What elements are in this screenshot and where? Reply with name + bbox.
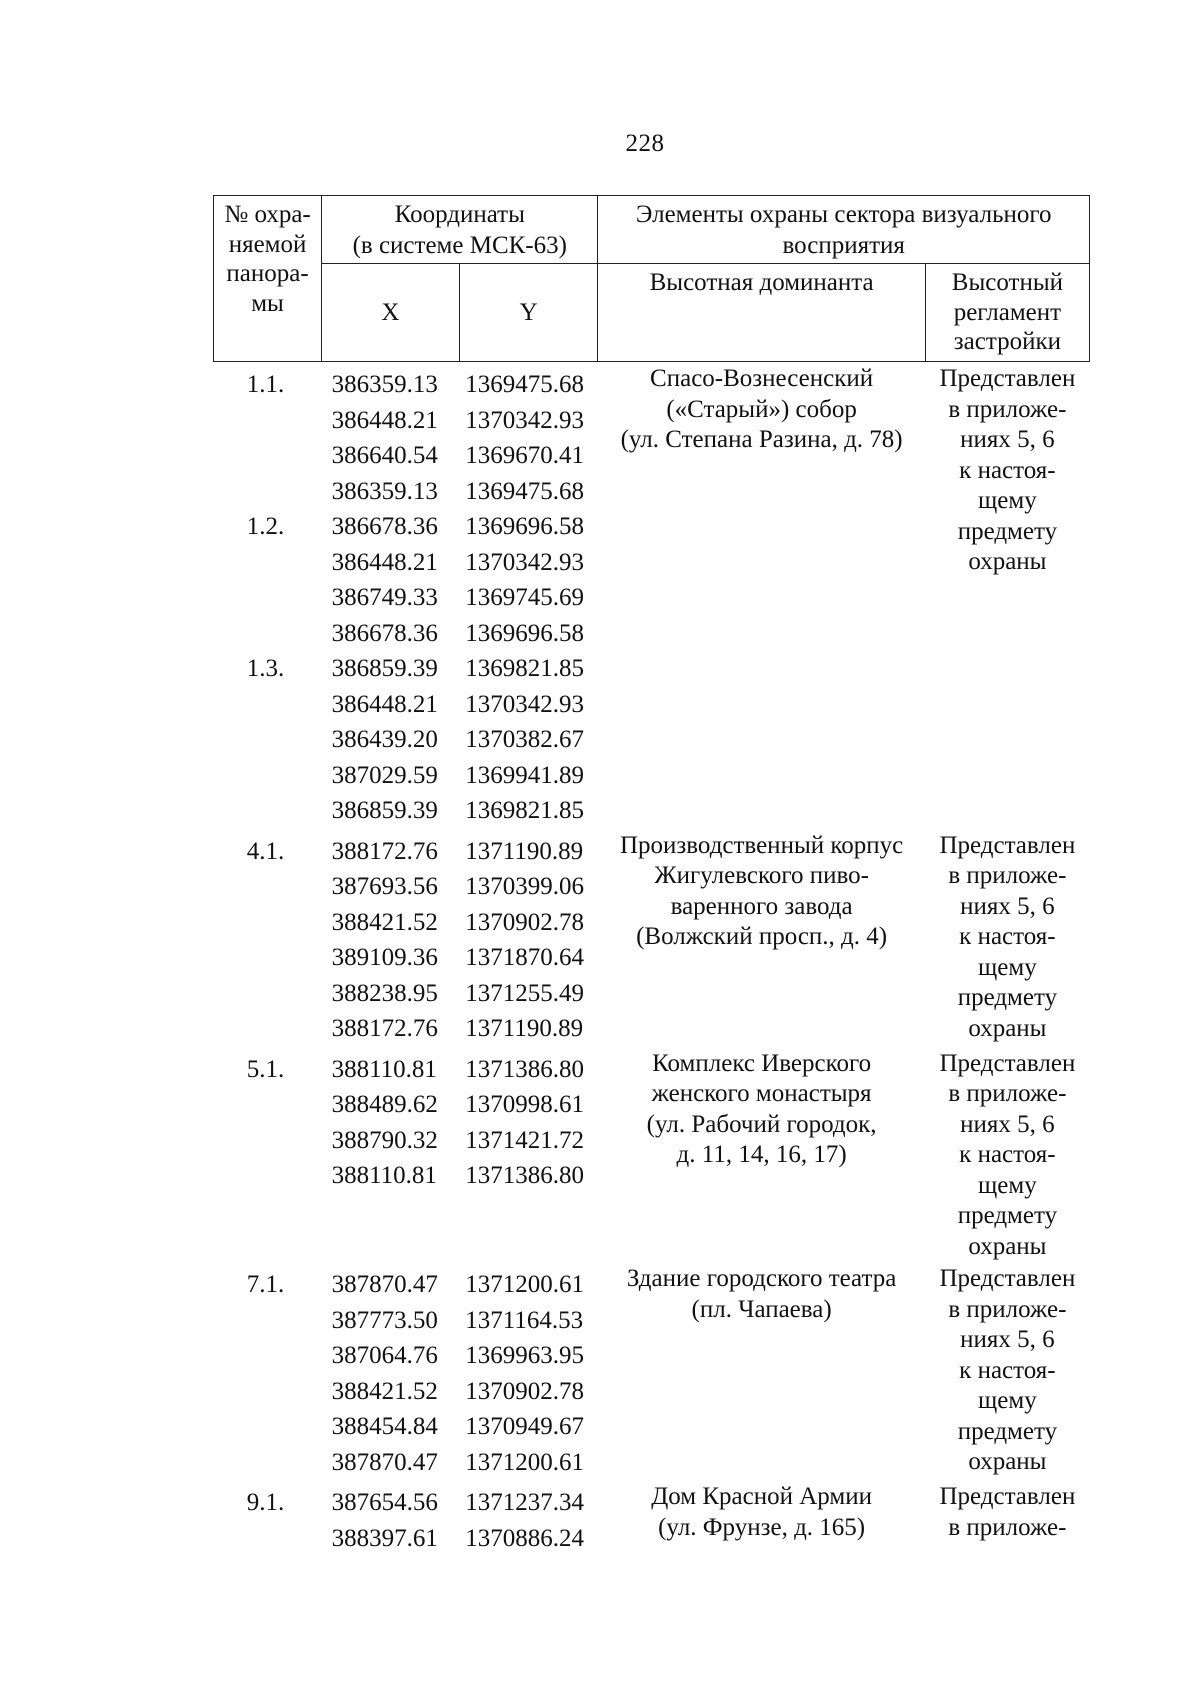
y-coordinate: 1370342.93: [465, 690, 584, 718]
spacer: [214, 976, 318, 1012]
panorama-number: 1.1.: [246, 371, 285, 398]
header-line: няемой: [228, 230, 307, 258]
x-coordinate: 387654.56: [331, 1489, 438, 1516]
regulation-line: в приложе-: [948, 1295, 1067, 1323]
x-coordinate: 388238.95: [331, 979, 438, 1007]
x-coordinate: 386678.36: [331, 513, 438, 540]
regulation-line: предмету: [957, 984, 1058, 1011]
x-coordinates-cell: [322, 1480, 460, 1556]
header-line: Координаты: [394, 201, 525, 228]
dominant-line: Жигулевского пиво-: [654, 862, 869, 889]
x-coordinate: 388489.62: [331, 1091, 438, 1118]
regulation-line: щему: [978, 953, 1037, 981]
dominant-line: Дом Красной Армии: [651, 1483, 872, 1510]
panorama-number-cell: [214, 1480, 322, 1556]
regulation-line: предмету: [957, 1417, 1058, 1445]
panorama-number: 1.2.: [246, 513, 285, 540]
dominant-line: Производственный корпус: [619, 831, 904, 859]
spacer: [214, 793, 318, 829]
y-coordinate: 1370382.67: [465, 726, 584, 753]
x-coordinates-cell: [322, 362, 460, 829]
x-coordinate: 388172.76: [331, 1015, 438, 1042]
y-coordinate: 1371190.89: [465, 1015, 584, 1042]
y-coordinate: 1371386.80: [465, 1055, 584, 1083]
dominant-line: (ул. Рабочий городок,: [646, 1110, 877, 1138]
panorama-number: 9.1.: [246, 1489, 285, 1516]
y-coordinate: 1370886.24: [465, 1524, 584, 1552]
dominant-line: Здание городского театра: [626, 1265, 897, 1292]
y-coordinate: 1370902.78: [465, 1377, 584, 1405]
y-coordinate: 1369696.58: [465, 619, 584, 647]
regulation-line: охраны: [968, 548, 1047, 575]
y-coordinate: 1371421.72: [465, 1126, 584, 1154]
regulation-line: предмету: [957, 1202, 1058, 1229]
spacer: [214, 1158, 318, 1194]
header-line: застройки: [953, 328, 1061, 355]
dominant-line: женского монастыря: [651, 1080, 872, 1107]
x-coordinate: 387029.59: [331, 761, 438, 789]
table-row: [214, 1262, 1090, 1480]
spacer: [214, 545, 318, 581]
spacer: [214, 722, 318, 758]
regulation-line: к настоя-: [959, 923, 1056, 950]
regulation-line: к настоя-: [959, 1141, 1056, 1168]
panorama-number-cell: [214, 362, 322, 829]
x-coordinate: 386859.39: [331, 655, 438, 682]
y-coordinate: 1370998.61: [465, 1091, 584, 1118]
x-coordinate: 387064.76: [331, 1342, 438, 1369]
header-line: мы: [251, 289, 284, 317]
panorama-number-cell: [214, 1262, 322, 1480]
regulation-line: охраны: [968, 1448, 1047, 1475]
regulation-line: щему: [978, 1171, 1037, 1199]
y-coordinate: 1369821.85: [465, 655, 584, 682]
y-coordinate: 1369963.95: [465, 1342, 584, 1369]
spacer: [214, 580, 318, 616]
regulation-line: охраны: [968, 1014, 1047, 1042]
dominant-cell: [598, 1262, 925, 1480]
y-coordinates-cell: [459, 362, 598, 829]
panorama-number: 5.1.: [246, 1055, 285, 1083]
regulation-cell: [925, 1480, 1089, 1556]
y-coordinate: 1371190.89: [465, 837, 584, 865]
spacer: [214, 1123, 318, 1159]
regulation-line: ниях 5, 6: [960, 1326, 1055, 1353]
x-coordinate: 386640.54: [331, 442, 438, 469]
header-line: восприятия: [782, 232, 905, 259]
y-coordinate: 1370342.93: [465, 406, 584, 434]
regulation-cell: [925, 829, 1089, 1047]
header-dominant: Высотная доминанта: [598, 264, 925, 362]
regulation-line: охраны: [968, 1232, 1047, 1260]
regulation-line: в приложе-: [948, 1080, 1067, 1107]
regulation-line: к настоя-: [959, 1356, 1056, 1384]
spacer: [214, 474, 318, 510]
header-panorama-number: [214, 196, 322, 362]
spacer: [214, 905, 318, 941]
spacer: [214, 869, 318, 905]
x-coordinate: 386678.36: [331, 619, 438, 647]
panorama-number: 7.1.: [246, 1271, 285, 1298]
x-coordinate: 389109.36: [331, 944, 438, 971]
spacer: [214, 438, 318, 474]
dominant-line: (ул. Степана Разина, д. 78): [620, 426, 903, 453]
regulation-line: щему: [978, 487, 1037, 514]
regulation-line: в приложе-: [948, 1513, 1067, 1541]
table-body: [214, 362, 1090, 1557]
table-row: [214, 1047, 1090, 1263]
y-coordinate: 1371237.34: [465, 1489, 584, 1516]
y-coordinate: 1369670.41: [465, 442, 584, 469]
spacer: [214, 616, 318, 652]
y-coordinate: 1369821.85: [465, 797, 584, 824]
x-coordinate: 386448.21: [331, 690, 438, 718]
y-coordinate: 1371386.80: [465, 1162, 584, 1189]
y-coordinate: 1371870.64: [465, 944, 584, 971]
spacer: [214, 687, 318, 723]
x-coordinate: 386448.21: [331, 548, 438, 576]
x-coordinates-cell: [322, 1262, 460, 1480]
x-coordinate: 388421.52: [331, 908, 438, 936]
regulation-line: ниях 5, 6: [960, 892, 1055, 920]
dominant-cell: [598, 1047, 925, 1263]
spacer: [214, 1338, 318, 1374]
x-coordinate: 386749.33: [331, 584, 438, 611]
table-row: [214, 1480, 1090, 1556]
table-row: [214, 362, 1090, 829]
x-coordinate: 386448.21: [331, 406, 438, 434]
dominant-cell: [598, 829, 925, 1047]
y-coordinate: 1371200.61: [465, 1448, 584, 1476]
y-coordinates-cell: [459, 1480, 598, 1556]
x-coordinate: 388172.76: [331, 837, 438, 865]
y-coordinate: 1369745.69: [465, 584, 584, 611]
y-coordinate: 1369475.68: [465, 477, 584, 505]
y-coordinate: 1369941.89: [465, 761, 584, 789]
y-coordinate: 1371255.49: [465, 979, 584, 1007]
dominant-line: (пл. Чапаева): [691, 1295, 832, 1323]
y-coordinate: 1370902.78: [465, 908, 584, 936]
header-protection-elements: [598, 196, 1090, 264]
regulation-line: ниях 5, 6: [960, 1110, 1055, 1138]
dominant-line: д. 11, 14, 16, 17): [676, 1141, 847, 1168]
dominant-line: (ул. Фрунзе, д. 165): [658, 1513, 866, 1541]
x-coordinate: 388110.81: [331, 1055, 437, 1083]
x-coordinates-cell: [322, 829, 460, 1047]
regulation-line: Представлен: [939, 1049, 1076, 1077]
x-coordinate: 388397.61: [331, 1524, 438, 1552]
regulation-line: Представлен: [939, 365, 1076, 392]
x-coordinate: 388110.81: [331, 1162, 437, 1189]
regulation-line: к настоя-: [959, 456, 1056, 484]
regulation-line: Представлен: [939, 831, 1076, 859]
y-coordinate: 1370342.93: [465, 548, 584, 576]
x-coordinate: 388790.32: [331, 1126, 438, 1154]
regulation-cell: [925, 362, 1089, 829]
table-row: [214, 829, 1090, 1047]
spacer: [214, 1521, 318, 1557]
table-header: [214, 196, 1090, 362]
y-coordinate: 1369475.68: [465, 371, 584, 398]
y-coordinates-cell: [459, 1262, 598, 1480]
header-line: панора-: [226, 260, 309, 287]
dominant-line: варенного завода: [670, 892, 853, 920]
y-coordinates-cell: [459, 829, 598, 1047]
regulation-cell: [925, 1047, 1089, 1263]
spacer: [214, 758, 318, 794]
y-coordinate: 1370949.67: [465, 1413, 584, 1440]
dominant-line: Комплекс Иверского: [652, 1049, 872, 1077]
regulation-line: предмету: [957, 517, 1058, 545]
header-line: № охра-: [224, 201, 311, 228]
header-line: Высотный: [951, 269, 1063, 296]
x-coordinate: 386359.13: [331, 477, 438, 505]
y-coordinates-cell: [459, 1047, 598, 1263]
spacer: [214, 940, 318, 976]
y-coordinate: 1369696.58: [465, 513, 584, 540]
x-coordinates-cell: [322, 1047, 460, 1263]
header-y: Y: [459, 264, 598, 362]
panorama-number: 1.3.: [246, 655, 285, 682]
regulation-line: Представлен: [939, 1265, 1076, 1292]
regulation-line: щему: [978, 1387, 1037, 1414]
y-coordinate: 1370399.06: [465, 873, 584, 900]
dominant-cell: [598, 362, 925, 829]
spacer: [214, 403, 318, 439]
regulation-line: ниях 5, 6: [960, 426, 1055, 453]
spacer: [214, 1445, 318, 1481]
dominant-line: Спасо-Вознесенский: [650, 365, 874, 392]
y-coordinate: 1371200.61: [465, 1271, 584, 1298]
x-coordinate: 388454.84: [331, 1413, 438, 1440]
regulation-line: в приложе-: [948, 862, 1067, 889]
page-number: 228: [625, 130, 665, 157]
header-coordinates: [322, 196, 598, 264]
x-coordinate: 387870.47: [331, 1271, 438, 1298]
header-line: (в системе МСК-63): [352, 232, 567, 259]
dominant-line: (Волжский просп., д. 4): [636, 923, 888, 950]
header-line: регламент: [953, 298, 1062, 326]
header-regulation: [925, 264, 1089, 362]
x-coordinate: 387870.47: [331, 1448, 438, 1476]
header-x: X: [322, 264, 460, 362]
dominant-cell: [598, 1480, 925, 1556]
panorama-number-cell: [214, 829, 322, 1047]
y-coordinate: 1371164.53: [465, 1306, 584, 1334]
panorama-number-cell: [214, 1047, 322, 1263]
spacer: [214, 1409, 318, 1445]
header-line: Элементы охраны сектора визуального: [635, 201, 1052, 228]
dominant-line: («Старый») собор: [666, 395, 857, 423]
x-coordinate: 386859.39: [331, 797, 438, 824]
regulation-line: в приложе-: [948, 395, 1067, 423]
spacer: [214, 1303, 318, 1339]
x-coordinate: 387693.56: [331, 873, 438, 900]
x-coordinate: 386439.20: [331, 726, 438, 753]
spacer: [214, 1087, 318, 1123]
regulation-cell: [925, 1262, 1089, 1480]
spacer: [214, 1011, 318, 1047]
panorama-table: [213, 195, 1090, 1556]
panorama-number: 4.1.: [246, 837, 285, 865]
x-coordinate: 388421.52: [331, 1377, 438, 1405]
x-coordinate: 386359.13: [331, 371, 438, 398]
regulation-line: Представлен: [939, 1483, 1076, 1510]
spacer: [214, 1374, 318, 1410]
x-coordinate: 387773.50: [331, 1306, 438, 1334]
